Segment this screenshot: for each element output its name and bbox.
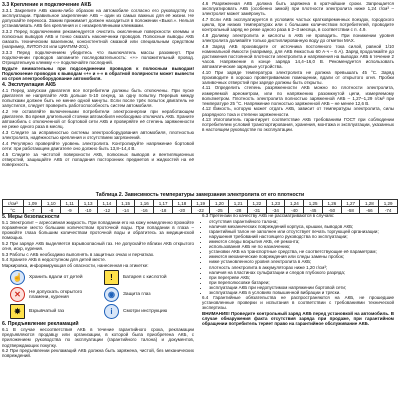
- exclusions-list: [202, 219, 394, 295]
- safety-heading: 5. Меры безопасности: [2, 214, 60, 220]
- table-title: Таблица 2. Зависимость температуры замерзания электролита от его плотности: [95, 192, 305, 198]
- safety-paragraph: 5.3 Работы с АКБ необходимо выполнять в защитных очках и перчатках.: [2, 251, 155, 257]
- safety-paragraph: 5.4 Храните АКБ в недоступном для детей месте.: [2, 257, 106, 263]
- density-row: [3, 200, 398, 207]
- temperature-cell: -66: [360, 207, 379, 214]
- list-item: • при переполюсовке батареи;: [209, 280, 394, 285]
- warning-symbol-label: Не допускать открытого пламени, курения: [29, 289, 83, 300]
- density-cell: 1,20: [210, 200, 229, 207]
- density-cell: 1,26: [322, 200, 341, 207]
- symbols-caption: Маркировка, информирующая об опасности, нанесенная на этикетке:: [2, 263, 149, 269]
- warning-symbol: [104, 304, 194, 319]
- closing-paragraph: 6.4 Гарантийные обязательства не распространяются на АКБ, не прошедшие установленные проверки и испытания в соответствии с требованиями технической экспертизы.: [202, 295, 394, 311]
- paragraph: 4.5 Следите за чистотой поверхности АКБ, полюсных выводов и вентиляционных отверстий, защищайте АКБ от попадания посторонних предметов и жидкостей на её поверхность.: [2, 151, 194, 167]
- temperature-cell: -16: [135, 207, 154, 214]
- claims-heading: 6. Предъявление рекламаций: [2, 321, 79, 328]
- paragraph: 3.3.1 Закрепите АКБ каким-либо образом на автомобиле согласно его руководству по эксплуатации. Правильное закрепление АКБ – один из самых важных для её жизни. Не допускайте перекоса. Зажим прижимает должен находиться в положении «Выкл.». Нельзя устанавливать АКБ без крепления и с незакреплёнными клеммами.: [2, 8, 194, 29]
- paragraph: Будьте внимательны при подсоединении проводов к полюсным выводам! Подключение проводов к выводам «+» и «-» в обратной полярности может вывести из строя электрооборудование автомобиля.: [2, 65, 194, 81]
- density-cell: 1,14: [97, 200, 116, 207]
- density-cell: 1,21: [229, 200, 248, 207]
- temperature-cell: -25: [210, 207, 229, 214]
- warning-symbol: [10, 287, 100, 302]
- density-cell: 1,28: [360, 200, 379, 207]
- list-item: • установки АКБ на транспортные средства, не соответствующие её параметрам;: [209, 249, 394, 254]
- list-item: • эксплуатации АКБ при недопустимом напряжении бортовой сети;: [209, 285, 394, 290]
- paragraph: 4.10 При заряде температура электролита не должна превышать 45 °С. Заряд производите в хорошо проветриваемом помещении, вдали от открытого огня. Пробки заливочных отверстий при заряде должны быть открыты.: [202, 69, 394, 85]
- temperature-cell: -40: [285, 207, 304, 214]
- no-fire-icon: ✕: [10, 287, 25, 302]
- density-cell: 1,27: [341, 200, 360, 207]
- paragraph: 4.2 Не оставляйте включенными потребители электроэнергии при неработающем двигателе. Во время длительной стоянки автомобиля необходимо отключать АКБ. Храните автомобиль с отключенной от бортовой сети АКБ и проверяйте её степень заряженности не реже одного раза в месяц.: [2, 109, 194, 130]
- temperature-cell: -74: [379, 207, 398, 214]
- paragraph: 4.8 Доливку электролита и кислоты в АКБ не проводить. При понижении уровня электролита доливайте только дистиллированную воду до отметки MAX.: [202, 32, 394, 43]
- row-label-temperature: °С: [3, 207, 24, 214]
- temperature-cell: -8: [42, 207, 61, 214]
- density-cell: 1,13: [79, 200, 98, 207]
- density-cell: 1,18: [172, 200, 191, 207]
- warning-symbol-label: Хранить вдали от детей: [29, 275, 83, 281]
- temperature-cell: -58: [341, 207, 360, 214]
- left-column: [0, 0, 196, 191]
- density-cell: 1,29: [379, 200, 398, 207]
- claims-paragraph: 6.2 При предъявлении рекламаций АКБ должна быть заряжена, чистой, без механических повреждений.: [2, 348, 194, 359]
- warning-symbols: [10, 270, 194, 319]
- list-item: • эксплуатации АКБ в условиях повышенной вибрации и тряски.: [209, 290, 394, 295]
- explosion-icon: ✸: [10, 304, 25, 319]
- density-cell: 1,16: [135, 200, 154, 207]
- list-item: • имеются механические повреждения или следы замены пробок;: [209, 254, 394, 259]
- paragraph: 4.7 Если АКБ эксплуатируется в условиях частых кратковременных поездок, городского цикла, при низких температурах или с большим количеством потребителей, проводите контрольный заряд не реже одного раза в 2–3 месяца, в соответствии с п. 4.9.: [202, 16, 394, 33]
- list-item: • плотность электролита в аккумуляторах ниже 1,20 г/см³;: [209, 265, 394, 270]
- list-item: • наличия механических повреждений корпуса, крышки, выводов АКБ;: [209, 224, 394, 229]
- upper-columns: [0, 0, 400, 191]
- warning-symbol: [104, 287, 194, 302]
- paragraph: 4.9 Заряд АКБ производите от источника постоянного тока силой, равной 1/10 номинальной ёмкости (например, для АКБ ёмкостью 60 А·ч – 6 А). Заряд продолжайте до достижения постоянной плотности электролита и напряжения на выводах АКБ в течение 2 часов. Напряжение в конце заряда 14,4–16,0 В. Рекомендуется использовать автоматические зарядные устройства.: [202, 43, 394, 69]
- lower-right-column: [200, 212, 396, 400]
- list-item: • использования АКБ не по назначению;: [209, 244, 394, 249]
- density-cell: 1,17: [154, 200, 173, 207]
- temperature-cell: -7: [23, 207, 42, 214]
- warning-symbol-label: Батарея с кислотой: [123, 275, 167, 281]
- density-cell: 1,24: [285, 200, 304, 207]
- temperature-cell: -12: [97, 207, 116, 214]
- temperature-cell: -14: [116, 207, 135, 214]
- density-cell: 1,25: [304, 200, 323, 207]
- goggles-icon: ◉: [104, 287, 119, 302]
- paragraph: 4.4 Регулярно проверяйте уровень электролита. Контролируйте напряжение бортовой сети: при работающем двигателе оно должно быть 13,8–14,4 В.: [2, 140, 194, 151]
- temperature-cell: -31: [247, 207, 266, 214]
- paragraph: 4.11 Определить степень разряженности АКБ можно по плотности электролита, измеряемой ареометром, или по напряжению разомкнутой цепи, измеряемому вольтметром. Плотность электролита полностью заряженной АКБ – 1,27–1,29 г/см³ при температуре 25 °С. Напряжение полностью заряженной АКБ – не менее 12,6 В.: [202, 85, 394, 106]
- density-cell: 1,15: [116, 200, 135, 207]
- warning-symbol-label: Взрывчатый газ: [29, 309, 65, 315]
- list-item: • имеются следы вскрытия АКБ, её ремонта;: [209, 239, 394, 244]
- paragraph: 3.3.3 Перед подключением убедитесь что выключатель массы разомкнут. При подключении проводов запомните последовательность: «+» положительный провод. Отрицательную клемму «-» подключайте последней.: [2, 49, 194, 66]
- paragraph: 4.6 Разряженная АКБ должна быть заряжена в кратчайшие сроки. Запрещается эксплуатировать АКБ (особенно зимой) при плотности электролита ниже 1,24 г/см³ – электролит может замёрзнуть.: [202, 1, 394, 17]
- safety-paragraph: 5.2 При заряде АКБ выделяется взрывоопасный газ. Не допускайте вблизи АКБ открытого огня, искр, курения.: [2, 240, 194, 252]
- paragraph: 4.3 Следите за исправностью системы электрооборудования автомобиля, плотностью электролита, надёжностью крепления и отсутствием загрязнений.: [2, 130, 194, 141]
- claims-paragraph: 6.1 В случае несоответствия АКБ в течение гарантийного срока, рекламации предъявляются продавцу или организации, в которой была приобретена АКБ, с приложением руководства по эксплуатации (гарантийного талона) и документов, подтверждающих покупку.: [2, 327, 194, 348]
- child-icon: ☝: [10, 270, 25, 285]
- manual-icon: i: [104, 304, 119, 319]
- acid-icon: !: [104, 270, 119, 285]
- density-cell: 1,10: [42, 200, 61, 207]
- temperature-cell: -50: [322, 207, 341, 214]
- paragraph: 4.1 Перед запуском двигателя все потребители должны быть отключены. При пуске двигателя не напрягайте АКБ дольше 5-10 секунд, за одну попытку. Перерыв между попытками должен быть не менее одной минуты. Если после трёх попыток двигатель не запустился, следует проверить работоспособность систем автомобиля.: [2, 88, 194, 109]
- temperature-cell: -20: [172, 207, 191, 214]
- temperature-cell: -34: [266, 207, 285, 214]
- list-item: • наличия на пластинах сульфатации и следов глубокого разряда;: [209, 270, 394, 275]
- temperature-cell: -28: [229, 207, 248, 214]
- right-column: [200, 0, 396, 191]
- temperature-cell: -22: [191, 207, 210, 214]
- paragraph: 4.13 Изготовитель гарантирует соответствие АКБ требованиям ГОСТ при соблюдении потребителем условий транспортирования, хранения, монтажа и эксплуатации, указанных в настоящем руководстве по эксплуатации.: [202, 117, 394, 133]
- density-cell: 1,22: [247, 200, 266, 207]
- warning-paragraph: ВНИМАНИЕ! Проведите контрольный заряд АКБ перед установкой на автомобиль. В случае обнаружения факта отсутствия заряда при продаже, при гарантийном обращении потребитель теряет право на гарантийное обслуживание АКБ.: [202, 310, 394, 327]
- row-label-density: г/см³: [3, 200, 24, 207]
- temperature-cell: -18: [154, 207, 173, 214]
- exclusions-intro: 6.3 Претензии по качеству АКБ не рассматриваются в случаях:: [202, 213, 335, 218]
- section-heading: 3.3 Крепление и подключение АКБ: [2, 2, 92, 8]
- density-cell: 1,09: [23, 200, 42, 207]
- density-cell: 1,23: [266, 200, 285, 207]
- warning-symbol: [104, 270, 194, 285]
- warning-symbol: [10, 304, 100, 319]
- warning-symbol-label: Смотри инструкцию: [123, 309, 168, 315]
- list-item: • при перегреве АКБ;: [209, 275, 394, 280]
- lower-left-column: [0, 212, 196, 400]
- list-item: • гарантийный талон не заполнен или отсутствует печать торгующей организации;: [209, 229, 394, 234]
- list-item: • ниже установленного уровня электролита в АКБ;: [209, 259, 394, 264]
- paragraph: 3.3.2 Перед подключением рекомендуется очистить окисленные поверхности клеммы и полюсных выводов АКБ и тонко смазать наконечники проводов. Полюсные выводы АКБ смазать техническим вазелином, консистентной смазкой или специальным средством (например, ЛИТОЛ-24 или ЦИАТИМ-201).: [2, 28, 194, 50]
- freezing-table-section: [2, 192, 398, 214]
- list-item: • нарушения требований настоящего руководства по эксплуатации;: [209, 234, 394, 239]
- temperature-cell: -10: [79, 207, 98, 214]
- temperature-cell: -9: [61, 207, 79, 214]
- safety-paragraph: 5.1 Электролит – агрессивная жидкость. При попадании его на кожу немедленно промойте поражённое место большим количеством проточной воды. При попадании в глаза – промойте глаза большим количеством проточной воды и обратитесь за медицинской помощью.: [2, 220, 194, 241]
- density-cell: 1,11: [61, 200, 79, 207]
- warning-symbol: [10, 270, 100, 285]
- density-cell: 1,19: [191, 200, 210, 207]
- paragraph: 4.12 Ёмкость, которую может отдать АКБ, зависит от температуры электролита, силы разрядного тока и степени заряженности.: [202, 106, 394, 117]
- lower-columns: [0, 212, 400, 400]
- section-heading: 4. Эксплуатация АКБ: [2, 82, 56, 89]
- list-item: • отсутствия гарантийного талона;: [209, 219, 394, 224]
- warning-symbol-label: Защита глаз: [123, 292, 151, 298]
- temperature-cell: -45: [304, 207, 323, 214]
